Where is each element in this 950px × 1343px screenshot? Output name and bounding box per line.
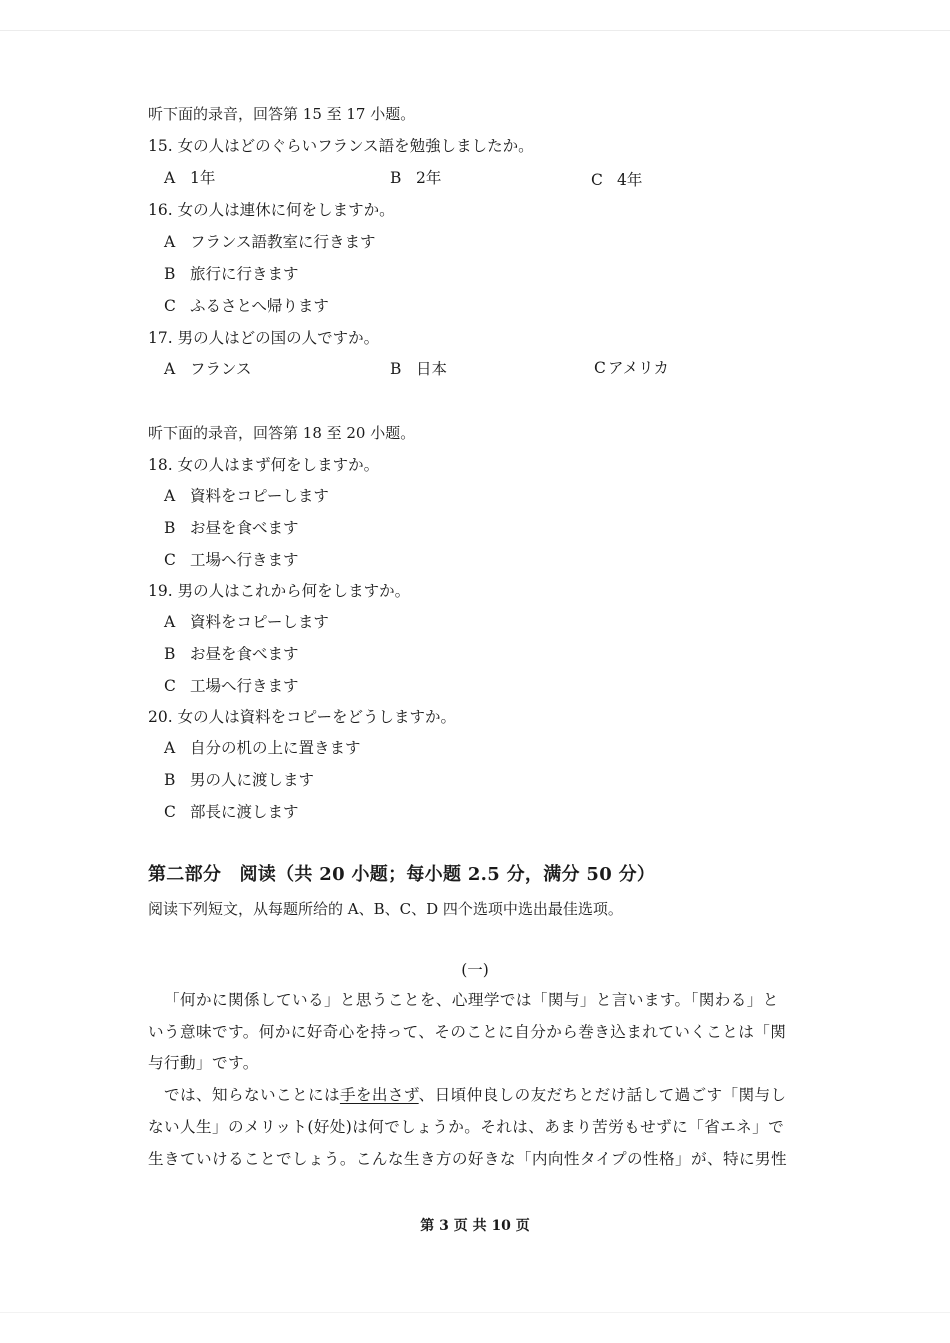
passage-line-6: 生きていけることでしょう。こんな生き方の好きな「内向性タイプの性格」が、特に男性 xyxy=(148,1150,787,1168)
q19-option-a[interactable]: A 資料をコピーします xyxy=(164,613,329,631)
question-17 xyxy=(148,328,379,348)
q17-option-c[interactable]: C アメリカ xyxy=(594,359,669,377)
q15-option-b[interactable]: B 2年 xyxy=(390,169,442,187)
page-footer: 第 3 页 共 10 页 xyxy=(420,1218,530,1234)
question-20 xyxy=(148,707,456,727)
question-text: 女の人はどのぐらいフランス語を勉強しましたか。 xyxy=(177,137,534,155)
question-number: 15. xyxy=(148,137,173,155)
question-15 xyxy=(148,136,534,156)
q15-option-c[interactable]: C 4年 xyxy=(591,171,643,189)
question-18 xyxy=(148,455,379,475)
question-number: 17. xyxy=(148,329,173,347)
passage-line-3: 与行動」です。 xyxy=(148,1054,259,1072)
q18-option-c[interactable]: C 工場へ行きます xyxy=(164,551,299,569)
section-instruction: 阅读下列短文，从每题所给的 A、B、C、D 四个选项中选出最佳选项。 xyxy=(148,900,623,918)
question-19 xyxy=(148,581,410,601)
question-text: 女の人はまず何をしますか。 xyxy=(177,456,380,474)
passage-line-1: 「何かに関係している」と思うことを、心理学では「関与」と言います。「関わる」と xyxy=(164,991,779,1009)
bottom-divider xyxy=(0,1312,950,1313)
question-number: 19. xyxy=(148,582,173,600)
passage-line-5: ない人生」のメリット(好处)は何でしょうか。それは、あまり苦労もせずに「省エネ」で xyxy=(148,1118,785,1136)
q20-option-a[interactable]: A 自分の机の上に置きます xyxy=(164,739,361,757)
q17-option-a[interactable]: A フランス xyxy=(164,360,252,378)
listening-instruction-1: 听下面的录音，回答第 15 至 17 小题。 xyxy=(148,105,416,123)
section-title: 第二部分 阅读（共 20 小题；每小题 2.5 分，满分 50 分） xyxy=(148,864,656,885)
underlined-phrase: 手を出さず xyxy=(339,1086,419,1104)
passage-line-4: では、知らないことには手を出さず、日頃仲良しの友だちとだけ話して過ごす「関与し xyxy=(164,1086,787,1104)
question-16 xyxy=(148,200,395,220)
q19-option-c[interactable]: C 工場へ行きます xyxy=(164,677,299,695)
q16-option-c[interactable]: C ふるさとへ帰ります xyxy=(164,297,329,315)
top-divider xyxy=(0,30,950,31)
passage-line-2: いう意味です。何かに好奇心を持って、そのことに自分から巻き込まれていくことは「関 xyxy=(148,1023,787,1041)
passage-number: (一) xyxy=(461,961,489,979)
q19-option-b[interactable]: B お昼を食べます xyxy=(164,645,299,663)
q16-option-b[interactable]: B 旅行に行きます xyxy=(164,265,299,283)
q20-option-b[interactable]: B 男の人に渡します xyxy=(164,771,315,789)
question-text: 男の人はこれから何をしますか。 xyxy=(177,582,411,600)
q17-option-b[interactable]: B 日本 xyxy=(390,360,448,378)
question-text: 女の人は連休に何をしますか。 xyxy=(177,201,395,219)
question-number: 18. xyxy=(148,456,173,474)
question-number: 20. xyxy=(148,708,173,726)
q18-option-b[interactable]: B お昼を食べます xyxy=(164,519,299,537)
q15-option-a[interactable]: A 1年 xyxy=(164,169,216,187)
q18-option-a[interactable]: A 資料をコピーします xyxy=(164,487,329,505)
question-text: 男の人はどの国の人ですか。 xyxy=(177,329,380,347)
q16-option-a[interactable]: A フランス語教室に行きます xyxy=(164,233,376,251)
listening-instruction-2: 听下面的录音，回答第 18 至 20 小题。 xyxy=(148,424,416,442)
question-text: 女の人は資料をコピーをどうしますか。 xyxy=(177,708,456,726)
question-number: 16. xyxy=(148,201,173,219)
q20-option-c[interactable]: C 部長に渡します xyxy=(164,803,299,821)
